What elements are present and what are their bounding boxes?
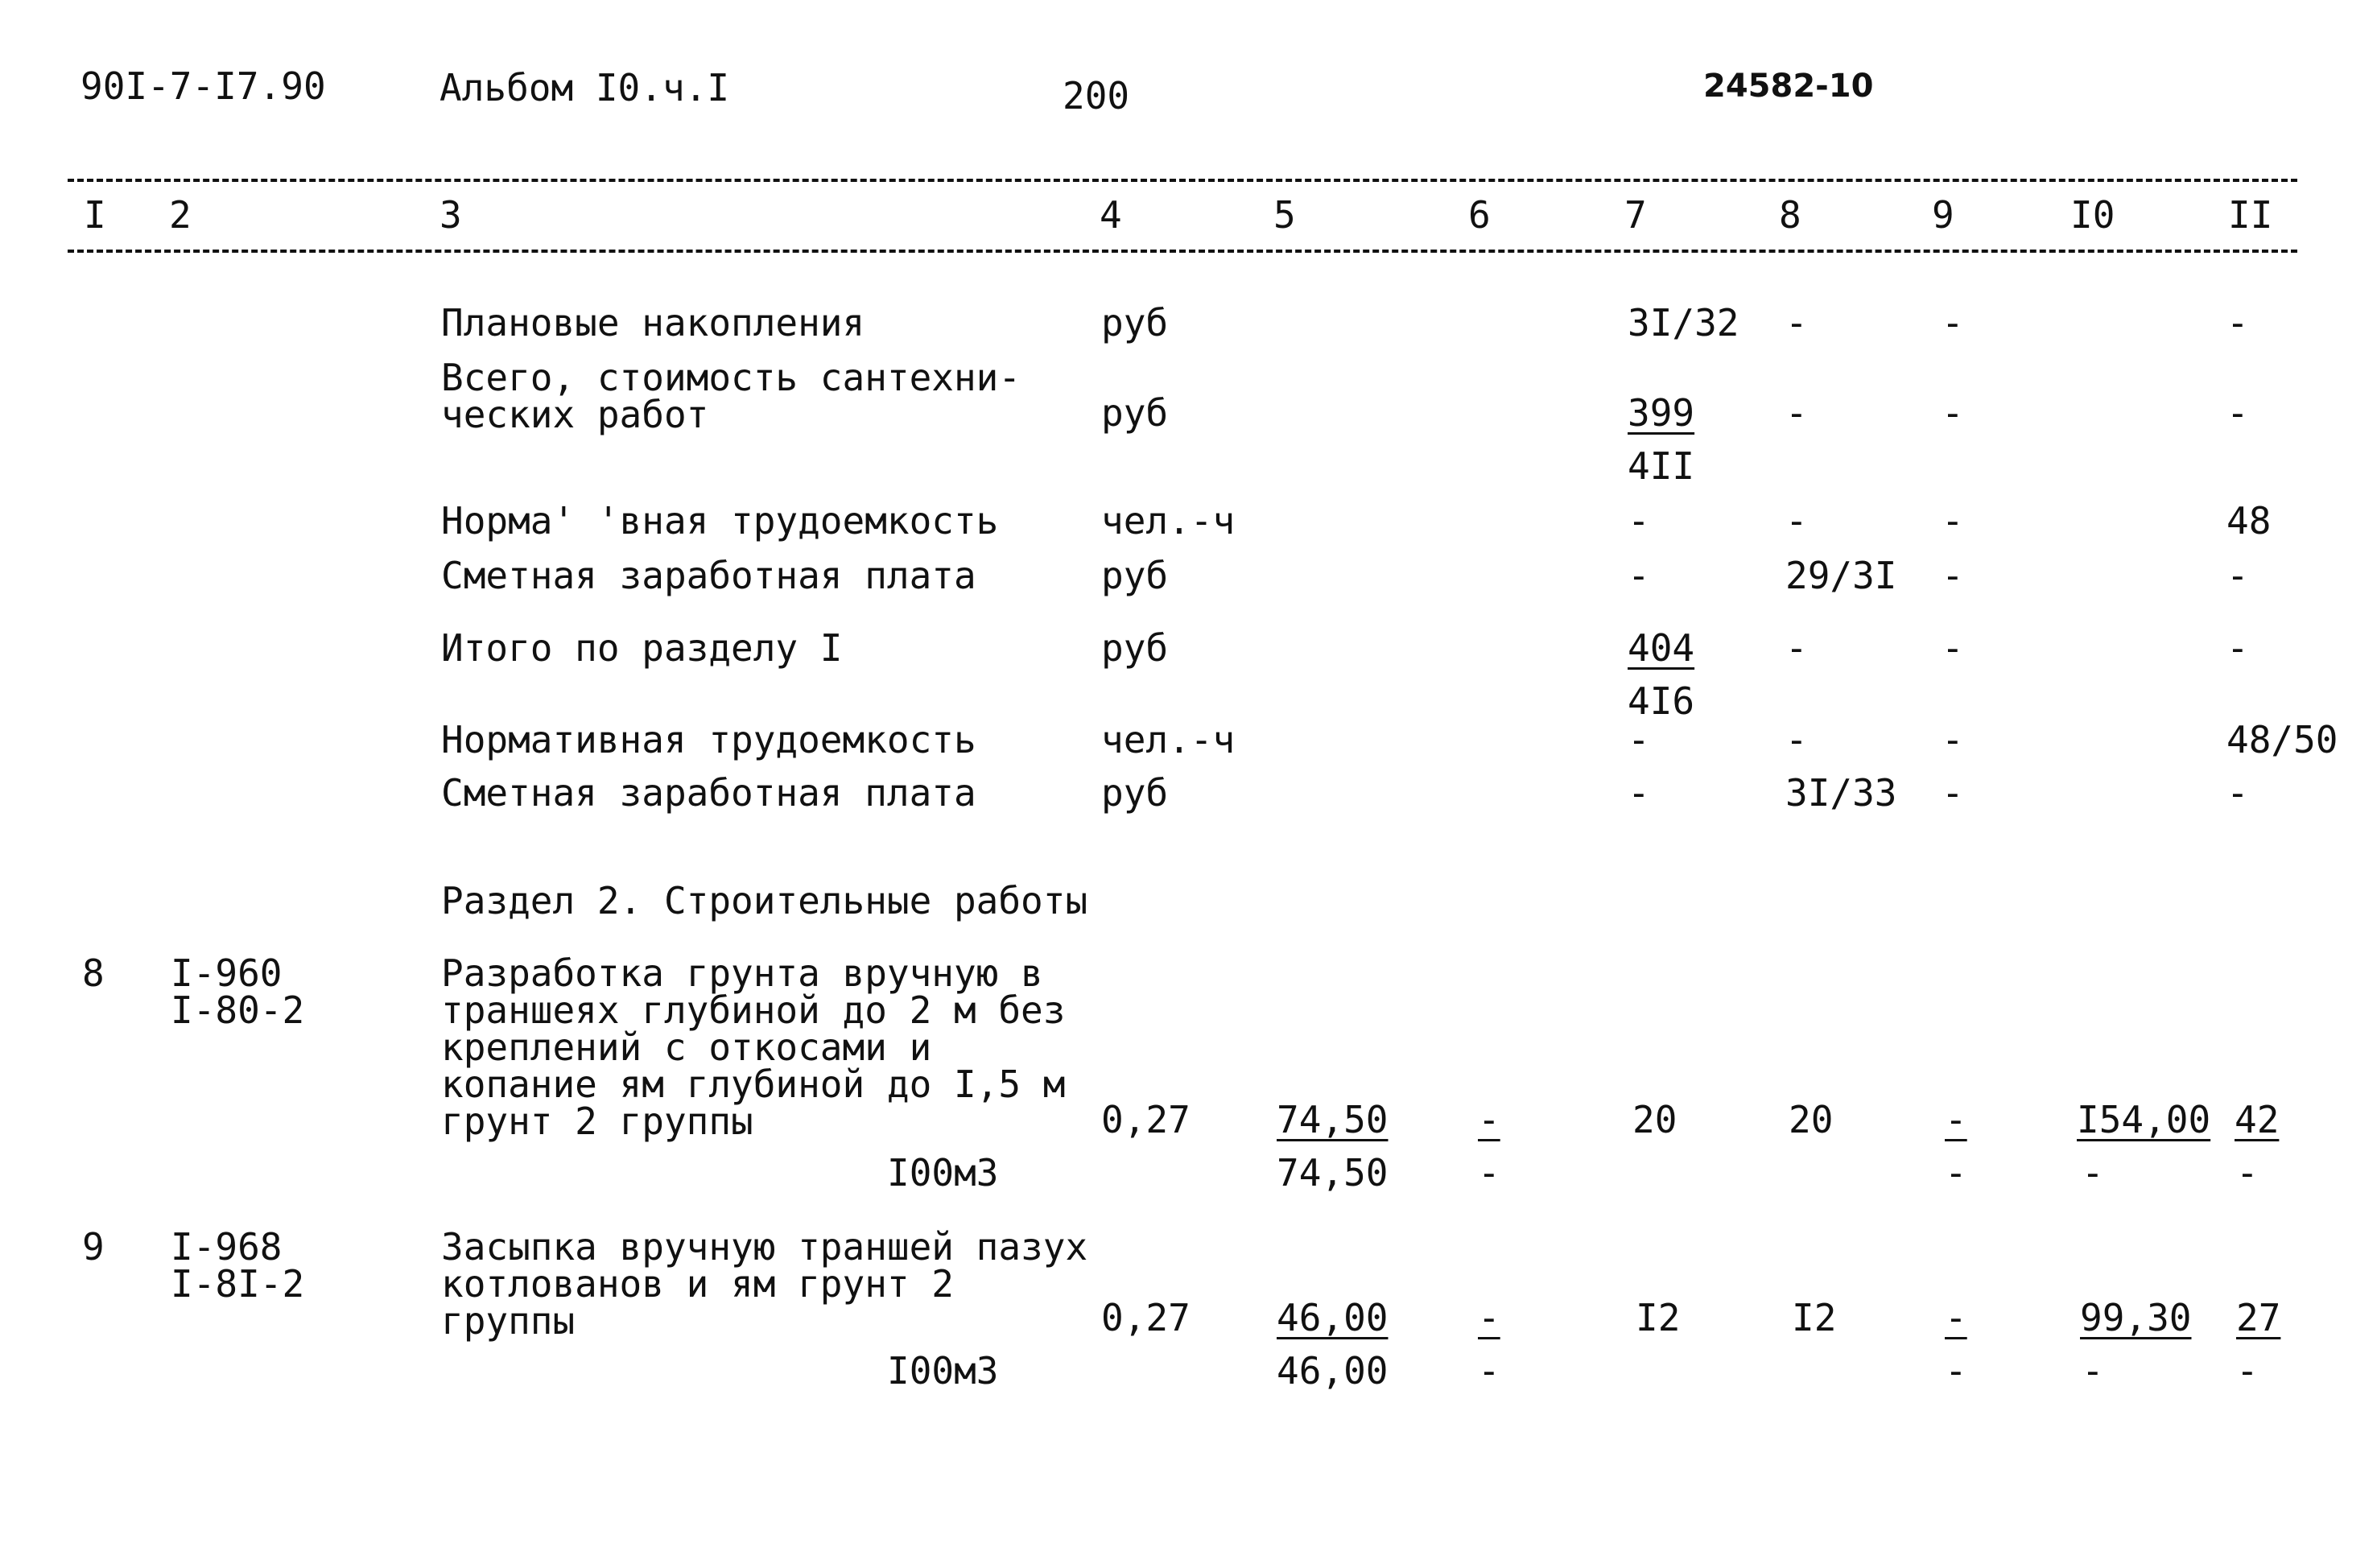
cell-col9: -: [1942, 301, 1964, 345]
cell-col9: -: [1942, 391, 1964, 435]
row-unit: руб: [1101, 301, 1169, 345]
cell-col7: I2: [1636, 1296, 1681, 1339]
section-heading: Раздел 2. Строительные работы: [441, 879, 1088, 922]
col-header-8: 8: [1779, 193, 1801, 237]
cell-col11-top: 42: [2235, 1098, 2280, 1141]
item-quantity: 0,27: [1101, 1098, 1191, 1141]
cell-col11-top: 27: [2236, 1296, 2281, 1339]
col-header-9: 9: [1932, 193, 1954, 237]
cell-col7-top: 404: [1628, 626, 1695, 670]
cell-col10-top: 99,30: [2080, 1296, 2192, 1339]
col-header-2: 2: [169, 193, 192, 237]
row-unit: руб: [1101, 391, 1169, 435]
cell-col10-bottom: -: [2082, 1349, 2104, 1393]
col-header-4: 4: [1100, 193, 1122, 237]
col-header-1: I: [84, 193, 106, 237]
item-description: Разработка грунта вручную в траншеях глубиной до 2 м без креплений с откосами и копание ям глубиной до I,5 м грунт 2 группы: [441, 951, 1066, 1143]
cell-col8: I2: [1792, 1296, 1837, 1339]
item-number: 8: [82, 951, 105, 995]
cell-col6-bottom: -: [1478, 1151, 1500, 1195]
col-header-10: I0: [2070, 193, 2115, 237]
item-number: 9: [82, 1225, 105, 1269]
cell-col7: 20: [1632, 1098, 1678, 1141]
cell-col10-bottom: -: [2082, 1151, 2104, 1195]
sheet-code: 24582-10: [1703, 68, 1874, 105]
cell-col10-top: I54,00: [2077, 1098, 2211, 1141]
row-unit: чел.-ч: [1101, 718, 1236, 761]
cell-col7-bottom: 4I6: [1628, 679, 1695, 723]
item-unit: I00м3: [887, 1349, 999, 1393]
cell-col5-top: 74,50: [1277, 1098, 1389, 1141]
item-code: I-960 I-80-2: [171, 951, 305, 1032]
cell-col11: -: [2226, 626, 2249, 670]
row-name: Норма' 'вная трудоемкость: [441, 499, 999, 543]
row-name: Нормативная трудоемкость: [441, 718, 976, 761]
cell-col11-bottom: -: [2236, 1151, 2259, 1195]
cell-col6-top: -: [1478, 1098, 1500, 1141]
cell-col9: -: [1942, 626, 1964, 670]
row-unit: чел.-ч: [1101, 499, 1236, 543]
cell-col6-bottom: -: [1478, 1349, 1500, 1393]
col-header-7: 7: [1624, 193, 1647, 237]
document-code: 90I-7-I7.90: [80, 64, 326, 108]
cell-col8: -: [1785, 499, 1808, 543]
row-name: Сметная заработная плата: [441, 554, 976, 597]
cell-col7-top: 399: [1628, 391, 1695, 435]
row-unit: руб: [1101, 626, 1169, 670]
cell-col7: 3I/32: [1628, 301, 1739, 345]
cell-col7: -: [1628, 554, 1650, 597]
cell-col9-bottom: -: [1945, 1349, 1967, 1393]
row-unit: руб: [1101, 554, 1169, 597]
cell-col9: -: [1942, 718, 1964, 761]
item-unit: I00м3: [887, 1151, 999, 1195]
item-code: I-968 I-8I-2: [171, 1225, 305, 1306]
col-header-6: 6: [1468, 193, 1491, 237]
cell-col8: -: [1785, 718, 1808, 761]
col-header-11: II: [2228, 193, 2273, 237]
row-name: Итого по разделу I: [441, 626, 843, 670]
item-quantity: 0,27: [1101, 1296, 1191, 1339]
cell-col11: -: [2226, 771, 2249, 815]
cell-col9: -: [1942, 554, 1964, 597]
cell-col11: 48: [2226, 499, 2272, 543]
cell-col5-bottom: 74,50: [1277, 1151, 1389, 1195]
col-header-5: 5: [1273, 193, 1296, 237]
cell-col7: -: [1628, 718, 1650, 761]
cell-col11: 48/50: [2226, 718, 2338, 761]
cell-col7: -: [1628, 499, 1650, 543]
cell-col5-bottom: 46,00: [1277, 1349, 1389, 1393]
cell-col8: -: [1785, 301, 1808, 345]
cell-col9: -: [1942, 771, 1964, 815]
cell-col9-top: -: [1945, 1098, 1967, 1141]
cell-col11: -: [2226, 301, 2249, 345]
row-name: Всего, стоимость сантехни- ческих работ: [441, 356, 1021, 436]
cell-col9-top: -: [1945, 1296, 1967, 1339]
cell-col8: -: [1785, 626, 1808, 670]
cell-col8: 20: [1789, 1098, 1834, 1141]
row-unit: руб: [1101, 771, 1169, 815]
cell-col11: -: [2226, 554, 2249, 597]
cell-col8: -: [1785, 391, 1808, 435]
cell-col7: -: [1628, 771, 1650, 815]
cell-col11: -: [2226, 391, 2249, 435]
row-name: Сметная заработная плата: [441, 771, 976, 815]
cell-col11-bottom: -: [2236, 1349, 2259, 1393]
cell-col5-top: 46,00: [1277, 1296, 1389, 1339]
page-number: 200: [1063, 74, 1130, 118]
cell-col9: -: [1942, 499, 1964, 543]
header-rule-bottom: [68, 250, 2297, 253]
header-rule-top: [68, 179, 2297, 182]
cell-col9-bottom: -: [1945, 1151, 1967, 1195]
item-description: Засыпка вручную траншей пазух котлованов и ям грунт 2 группы: [441, 1225, 1088, 1343]
col-header-3: 3: [439, 193, 462, 237]
row-name: Плановые накопления: [441, 301, 865, 345]
cell-col6-top: -: [1478, 1296, 1500, 1339]
cell-col8: 29/3I: [1785, 554, 1897, 597]
cell-col8: 3I/33: [1785, 771, 1897, 815]
cell-col7-bottom: 4II: [1628, 444, 1695, 488]
album-label: Альбом I0.ч.I: [439, 66, 730, 109]
